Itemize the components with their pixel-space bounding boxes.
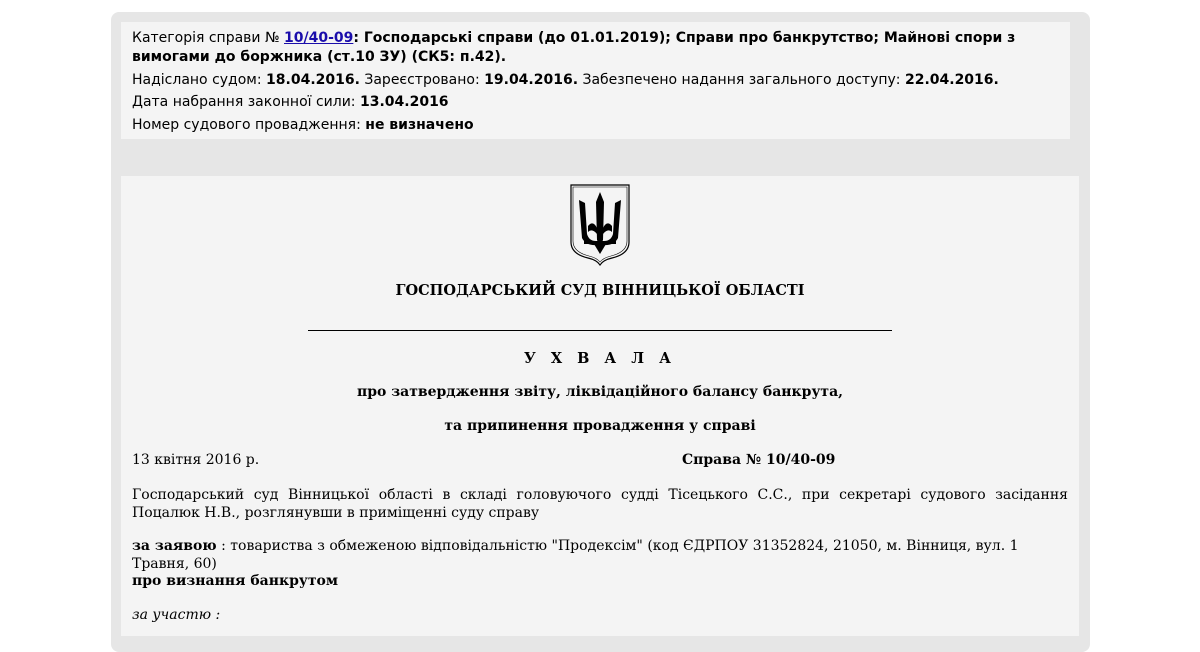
trident-coat-of-arms-icon bbox=[570, 184, 630, 266]
number-label: Номер судового провадження: bbox=[132, 116, 361, 133]
paragraph-participants: за участю : bbox=[132, 607, 221, 623]
registered-label: Зареєстровано: bbox=[364, 71, 480, 88]
effective-value: 13.04.2016 bbox=[359, 94, 449, 110]
proceeding-number-line bbox=[132, 116, 1070, 135]
effective-line bbox=[132, 93, 1070, 112]
category-line bbox=[132, 29, 1070, 67]
document-title: У Х В А Л А bbox=[524, 350, 676, 367]
number-value: не визначено bbox=[365, 116, 474, 133]
category-label: Категорія справи № bbox=[132, 30, 280, 46]
access-label: Забезпечено надання загального доступу: bbox=[582, 71, 901, 88]
registered-value: 19.04.2016. bbox=[484, 71, 579, 88]
sent-value: 18.04.2016. bbox=[266, 71, 360, 88]
separator-line bbox=[308, 330, 892, 331]
category-text: : Господарські справи (до 01.01.2019); Справи про банкрутство; Майнові спори з вимогами до боржника (ст.10 ЗУ) (СК5: п.42). bbox=[132, 30, 1016, 65]
case-number: Справа № 10/40-09 bbox=[682, 452, 836, 468]
paragraph-applicant bbox=[132, 537, 1068, 573]
paragraph-court-composition: Господарський суд Вінницької області в складі головуючого судді Тісецького С.С., при секретарі судового засідання Поцалюк Н.В., розглянувши в приміщенні суду справу bbox=[132, 487, 1068, 521]
document-subtitle-2: та припинення провадження у справі bbox=[444, 418, 756, 434]
access-value: 22.04.2016. bbox=[904, 71, 999, 88]
paragraph-subject: про визнання банкрутом bbox=[132, 573, 339, 589]
case-metadata-panel bbox=[121, 22, 1070, 139]
decision-date: 13 квітня 2016 р. bbox=[132, 452, 260, 468]
court-decision-document bbox=[121, 176, 1079, 636]
document-subtitle-1: про затвердження звіту, ліквідаційного балансу банкрута, bbox=[356, 384, 844, 400]
sent-label: Надіслано судом: bbox=[132, 71, 262, 88]
court-name: ГОСПОДАРСЬКИЙ СУД ВІННИЦЬКОЇ ОБЛАСТІ bbox=[395, 282, 805, 299]
effective-label: Дата набрання законної сили: bbox=[132, 94, 356, 110]
applicant-label: за заявою bbox=[132, 538, 217, 554]
case-number-link[interactable]: 10/40-09 bbox=[284, 30, 354, 46]
applicant-text: : товариства з обмеженою відповідальністю "Продексім" (код ЄДРПОУ 31352824, 21050, м. Вінниця, вул. 1 Травня, 60) bbox=[132, 538, 1019, 572]
dates-line bbox=[132, 71, 1070, 90]
